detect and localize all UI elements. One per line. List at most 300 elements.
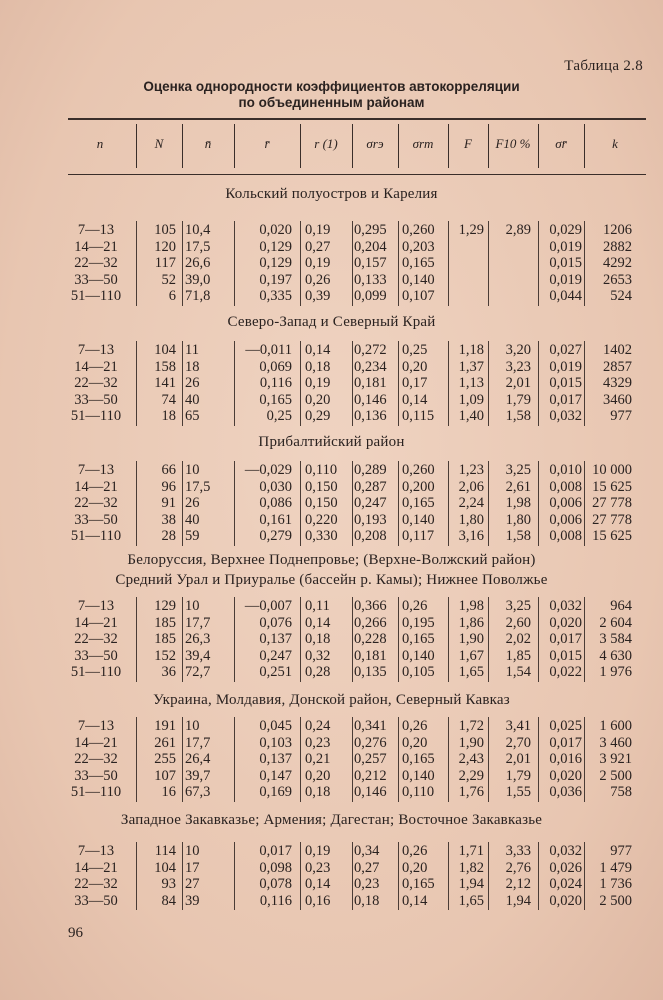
column-divider <box>136 842 137 910</box>
cell-n-mean: 10 <box>185 462 200 478</box>
cell-f10-value: 2,01 <box>505 375 531 391</box>
table-title-line1: Оценка однородности коэффициентов автокорреляции <box>143 79 520 94</box>
cell-n-mean: 17,5 <box>185 238 211 255</box>
cell-r1: 0,21 <box>305 751 331 767</box>
cell-range: 14—21 <box>74 734 118 751</box>
cell-f10-value: 3,20 <box>505 342 531 358</box>
cell-r1: 0,110 <box>305 462 338 478</box>
cell-count: 96 <box>161 478 176 495</box>
cell-sigma-rt: 0,20 <box>402 859 428 876</box>
column-divider <box>448 221 449 306</box>
cell-count: 114 <box>154 843 176 859</box>
cell-count: 185 <box>154 614 176 631</box>
column-divider <box>352 461 353 546</box>
cell-sigma-re: 0,23 <box>354 876 380 892</box>
cell-r-mean: 0,098 <box>259 859 292 876</box>
section-title: Прибалтийский район <box>258 434 405 450</box>
table-row <box>0 288 663 304</box>
cell-range: 22—32 <box>74 375 118 391</box>
cell-r-mean: 0,030 <box>259 478 292 495</box>
table-row <box>0 359 663 375</box>
cell-count: 36 <box>161 664 176 680</box>
cell-n-mean: 17,5 <box>185 478 211 495</box>
cell-k-value: 2 604 <box>599 614 632 631</box>
cell-n-mean: 39,4 <box>185 647 211 664</box>
column-divider <box>448 341 449 426</box>
cell-count: 93 <box>161 876 176 892</box>
cell-k-value: 4292 <box>603 255 632 271</box>
cell-count: 185 <box>154 631 176 647</box>
column-divider <box>398 842 399 910</box>
cell-k-value: 977 <box>610 843 632 859</box>
cell-k-value: 2 500 <box>599 892 632 909</box>
cell-f-value: 2,43 <box>458 751 484 767</box>
cell-f-value: 1,86 <box>458 614 484 631</box>
table-row <box>0 512 663 528</box>
column-divider <box>300 597 301 682</box>
cell-sigma-r-mean: 0,027 <box>549 342 582 358</box>
cell-r-mean: 0,045 <box>259 718 292 734</box>
cell-range: 7—13 <box>77 598 115 614</box>
table-row <box>0 462 663 478</box>
cell-sigma-rt: 0,140 <box>402 647 435 664</box>
section-title: Кольский полуостров и Карелия <box>225 186 438 202</box>
column-divider <box>352 717 353 802</box>
cell-r1: 0,19 <box>305 255 331 271</box>
cell-range: 22—32 <box>74 255 118 271</box>
cell-f10-value: 2,02 <box>505 631 531 647</box>
cell-sigma-re: 0,099 <box>354 288 387 304</box>
cell-range: 7—13 <box>77 342 115 358</box>
cell-range: 22—32 <box>74 631 118 647</box>
cell-n-mean: 18 <box>185 358 200 375</box>
page-number: 96 <box>68 925 83 941</box>
cell-count: 158 <box>154 358 176 375</box>
cell-sigma-r-mean: 0,019 <box>549 271 582 288</box>
cell-count: 74 <box>161 391 176 408</box>
cell-range: 14—21 <box>74 358 118 375</box>
cell-f-value: 1,76 <box>458 784 484 800</box>
column-divider <box>352 221 353 306</box>
column-divider <box>352 842 353 910</box>
cell-range: 33—50 <box>74 271 118 288</box>
cell-n-mean: 17,7 <box>185 734 211 751</box>
cell-sigma-rt: 0,110 <box>402 784 435 800</box>
cell-range: 7—13 <box>77 462 115 478</box>
cell-sigma-r-mean: 0,017 <box>549 391 582 408</box>
cell-sigma-re: 0,366 <box>354 598 387 614</box>
cell-sigma-re: 0,276 <box>354 734 387 751</box>
cell-r1: 0,14 <box>305 876 331 892</box>
column-divider <box>234 341 235 426</box>
cell-range: 51—110 <box>70 784 122 800</box>
cell-f10-value: 2,61 <box>505 478 531 495</box>
cell-f10-value: 3,25 <box>505 462 531 478</box>
cell-f-value: 1,90 <box>458 631 484 647</box>
cell-f-value: 1,29 <box>458 222 484 238</box>
section-title: Украина, Молдавия, Донской район, Северный Кавказ <box>153 692 510 708</box>
cell-count: 107 <box>154 767 176 784</box>
cell-f-value: 1,71 <box>458 843 484 859</box>
cell-k-value: 1 736 <box>599 876 632 892</box>
cell-range: 33—50 <box>74 511 118 528</box>
cell-r1: 0,18 <box>305 358 331 375</box>
cell-f-value: 2,29 <box>458 767 484 784</box>
column-divider <box>538 597 539 682</box>
cell-n-mean: 26,3 <box>185 631 211 647</box>
cell-count: 141 <box>154 375 176 391</box>
cell-sigma-rt: 0,260 <box>402 462 435 478</box>
cell-sigma-r-mean: 0,017 <box>549 734 582 751</box>
cell-range: 33—50 <box>74 767 118 784</box>
cell-sigma-re: 0,34 <box>354 843 380 859</box>
cell-sigma-rt: 0,165 <box>402 876 435 892</box>
cell-f10-value: 1,80 <box>505 511 531 528</box>
cell-sigma-re: 0,212 <box>354 767 387 784</box>
cell-r1: 0,28 <box>305 664 331 680</box>
column-divider <box>448 597 449 682</box>
cell-sigma-re: 0,257 <box>354 751 387 767</box>
cell-sigma-re: 0,27 <box>354 859 380 876</box>
cell-k-value: 3 921 <box>599 751 632 767</box>
cell-f-value: 3,16 <box>458 528 484 544</box>
cell-n-mean: 17 <box>185 859 200 876</box>
cell-r1: 0,32 <box>305 647 331 664</box>
cell-k-value: 524 <box>610 288 632 304</box>
column-divider <box>234 461 235 546</box>
cell-f-value: 1,09 <box>458 391 484 408</box>
cell-f-value: 1,98 <box>458 598 484 614</box>
section-title: Северо-Запад и Северный Край <box>227 314 436 330</box>
cell-r1: 0,24 <box>305 718 331 734</box>
cell-r1: 0,150 <box>305 495 338 511</box>
cell-f10-value: 1,54 <box>505 664 531 680</box>
column-divider <box>234 842 235 910</box>
cell-sigma-re: 0,146 <box>354 391 387 408</box>
cell-n-mean: 10 <box>185 598 200 614</box>
cell-f10-value: 3,25 <box>505 598 531 614</box>
cell-range: 14—21 <box>74 859 118 876</box>
cell-k-value: 3 460 <box>599 734 632 751</box>
cell-range: 22—32 <box>74 876 118 892</box>
cell-r-mean: 0,137 <box>259 751 292 767</box>
cell-f10-value: 3,41 <box>505 718 531 734</box>
cell-f-value: 1,23 <box>458 462 484 478</box>
table-row <box>0 528 663 544</box>
cell-sigma-re: 0,18 <box>354 892 380 909</box>
cell-sigma-rt: 0,107 <box>402 288 435 304</box>
column-divider <box>136 341 137 426</box>
cell-sigma-r-mean: 0,017 <box>549 631 582 647</box>
cell-n-mean: 17,7 <box>185 614 211 631</box>
column-divider <box>448 461 449 546</box>
cell-sigma-rt: 0,20 <box>402 358 428 375</box>
cell-r-mean: 0,169 <box>259 784 292 800</box>
column-divider <box>538 221 539 306</box>
cell-n-mean: 10 <box>185 718 200 734</box>
cell-r-mean: 0,103 <box>259 734 292 751</box>
cell-sigma-r-mean: 0,020 <box>549 767 582 784</box>
cell-r-mean: 0,086 <box>259 495 292 511</box>
cell-sigma-re: 0,181 <box>354 647 387 664</box>
cell-sigma-rt: 0,140 <box>402 767 435 784</box>
cell-count: 104 <box>154 342 176 358</box>
table-row <box>0 768 663 784</box>
cell-k-value: 1 479 <box>599 859 632 876</box>
cell-sigma-rt: 0,117 <box>402 528 435 544</box>
column-divider <box>584 221 585 306</box>
cell-sigma-re: 0,204 <box>354 238 387 255</box>
cell-r1: 0,19 <box>305 375 331 391</box>
header-sigma-r-mean: σr̄ <box>555 136 567 151</box>
cell-r-mean: 0,197 <box>259 271 292 288</box>
cell-n-mean: 40 <box>185 391 200 408</box>
column-divider <box>584 842 585 910</box>
cell-sigma-r-mean: 0,032 <box>549 598 582 614</box>
cell-f-value: 2,24 <box>458 495 484 511</box>
cell-k-value: 10 000 <box>592 462 632 478</box>
cell-n-mean: 10 <box>185 843 200 859</box>
header-N: N <box>154 136 164 151</box>
table-row <box>0 664 663 680</box>
cell-f10-value: 2,12 <box>505 876 531 892</box>
cell-f10-value: 1,55 <box>505 784 531 800</box>
cell-sigma-re: 0,193 <box>354 511 387 528</box>
cell-k-value: 4329 <box>603 375 632 391</box>
cell-f10-value: 3,23 <box>505 358 531 375</box>
cell-sigma-re: 0,208 <box>354 528 387 544</box>
cell-f10-value: 1,58 <box>505 408 531 424</box>
cell-sigma-rt: 0,26 <box>402 598 428 614</box>
column-divider <box>488 597 489 682</box>
cell-f-value: 1,37 <box>458 358 484 375</box>
cell-sigma-rt: 0,165 <box>402 751 435 767</box>
cell-sigma-rt: 0,195 <box>402 614 435 631</box>
cell-r-mean: 0,078 <box>259 876 292 892</box>
cell-range: 51—110 <box>70 664 122 680</box>
cell-k-value: 2882 <box>603 238 632 255</box>
cell-n-mean: 40 <box>185 511 200 528</box>
cell-r-mean: 0,335 <box>259 288 292 304</box>
cell-n-mean: 39,0 <box>185 271 211 288</box>
header-sigma-rt: σrт <box>412 136 434 151</box>
cell-sigma-r-mean: 0,006 <box>549 511 582 528</box>
cell-k-value: 1402 <box>603 342 632 358</box>
cell-sigma-rt: 0,105 <box>402 664 435 680</box>
cell-f-value: 1,65 <box>458 664 484 680</box>
column-divider <box>488 341 489 426</box>
cell-r1: 0,29 <box>305 408 331 424</box>
cell-sigma-re: 0,272 <box>354 342 387 358</box>
column-divider <box>136 717 137 802</box>
column-divider <box>300 842 301 910</box>
table-row <box>0 479 663 495</box>
cell-k-value: 1 600 <box>599 718 632 734</box>
cell-r1: 0,19 <box>305 222 331 238</box>
cell-f10-value: 1,85 <box>505 647 531 664</box>
table-row <box>0 843 663 859</box>
cell-sigma-rt: 0,14 <box>402 892 428 909</box>
cell-sigma-rt: 0,165 <box>402 495 435 511</box>
cell-sigma-r-mean: 0,032 <box>549 408 582 424</box>
column-divider <box>182 842 183 910</box>
cell-count: 255 <box>154 751 176 767</box>
cell-sigma-rt: 0,165 <box>402 255 435 271</box>
cell-r1: 0,39 <box>305 288 331 304</box>
column-divider <box>136 597 137 682</box>
column-divider <box>182 221 183 306</box>
cell-f-value: 1,82 <box>458 859 484 876</box>
cell-count: 120 <box>154 238 176 255</box>
table-row <box>0 648 663 664</box>
column-divider <box>448 842 449 910</box>
cell-sigma-r-mean: 0,010 <box>549 462 582 478</box>
table-row <box>0 239 663 255</box>
cell-n-mean: 26 <box>185 375 200 391</box>
cell-f10-value: 3,33 <box>505 843 531 859</box>
column-divider <box>538 717 539 802</box>
cell-f-value: 1,13 <box>458 375 484 391</box>
cell-range: 51—110 <box>70 528 122 544</box>
cell-sigma-re: 0,133 <box>354 271 387 288</box>
table-row <box>0 876 663 892</box>
cell-r1: 0,14 <box>305 614 331 631</box>
column-divider <box>448 717 449 802</box>
cell-n-mean: 59 <box>185 528 200 544</box>
cell-sigma-r-mean: 0,026 <box>549 859 582 876</box>
cell-range: 33—50 <box>74 647 118 664</box>
header-F: F <box>464 136 472 151</box>
cell-n-mean: 72,7 <box>185 664 211 680</box>
cell-r-mean: 0,076 <box>259 614 292 631</box>
table-row <box>0 784 663 800</box>
cell-k-value: 758 <box>610 784 632 800</box>
cell-count: 117 <box>154 255 176 271</box>
header-r-mean: r̄ <box>264 136 270 151</box>
cell-range: 7—13 <box>77 718 115 734</box>
table-title-line2: по объединенным районам <box>238 95 425 110</box>
cell-n-mean: 67,3 <box>185 784 211 800</box>
column-divider <box>398 221 399 306</box>
cell-r-mean: 0,247 <box>259 647 292 664</box>
cell-sigma-r-mean: 0,015 <box>549 647 582 664</box>
cell-r-mean: 0,017 <box>259 843 292 859</box>
cell-sigma-r-mean: 0,019 <box>549 238 582 255</box>
cell-r1: 0,20 <box>305 767 331 784</box>
table-row <box>0 718 663 734</box>
cell-sigma-re: 0,247 <box>354 495 387 511</box>
cell-range: 22—32 <box>74 751 118 767</box>
cell-sigma-r-mean: 0,025 <box>549 718 582 734</box>
cell-k-value: 2857 <box>603 358 632 375</box>
column-divider <box>300 221 301 306</box>
cell-n-mean: 27 <box>185 876 200 892</box>
column-divider <box>300 461 301 546</box>
column-divider <box>234 717 235 802</box>
cell-sigma-rt: 0,140 <box>402 511 435 528</box>
column-divider <box>488 221 489 306</box>
cell-r1: 0,16 <box>305 892 331 909</box>
table-row <box>0 860 663 876</box>
table-row <box>0 272 663 288</box>
cell-sigma-rt: 0,20 <box>402 734 428 751</box>
column-divider <box>234 597 235 682</box>
cell-range: 33—50 <box>74 892 118 909</box>
cell-r-mean: 0,116 <box>259 892 292 909</box>
cell-range: 51—110 <box>70 288 122 304</box>
cell-sigma-r-mean: 0,015 <box>549 255 582 271</box>
cell-n-mean: 39,7 <box>185 767 211 784</box>
cell-r1: 0,11 <box>305 598 330 614</box>
cell-r1: 0,26 <box>305 271 331 288</box>
cell-r-mean: 0,25 <box>266 408 292 424</box>
table-row <box>0 735 663 751</box>
column-divider <box>234 221 235 306</box>
cell-n-mean: 65 <box>185 408 200 424</box>
header-n-mean: n̄ <box>204 136 212 151</box>
header-k: k <box>612 136 618 151</box>
column-divider <box>182 717 183 802</box>
header-r1: r (1) <box>314 136 338 151</box>
cell-r-mean: 0,279 <box>259 528 292 544</box>
table-row <box>0 598 663 614</box>
column-divider <box>538 341 539 426</box>
cell-count: 18 <box>161 408 176 424</box>
cell-k-value: 964 <box>610 598 632 614</box>
cell-r-mean: 0,251 <box>259 664 292 680</box>
cell-sigma-r-mean: 0,029 <box>549 222 582 238</box>
cell-r-mean: 0,161 <box>259 511 292 528</box>
column-divider <box>300 717 301 802</box>
column-divider <box>300 341 301 426</box>
column-divider <box>584 717 585 802</box>
header-F10: F10 % <box>495 136 531 151</box>
cell-sigma-r-mean: 0,036 <box>549 784 582 800</box>
cell-f-value: 1,94 <box>458 876 484 892</box>
cell-count: 28 <box>161 528 176 544</box>
section-title: Западное Закавказье; Армения; Дагестан; Восточное Закавказье <box>120 812 543 828</box>
cell-k-value: 15 625 <box>592 478 632 495</box>
cell-count: 38 <box>161 511 176 528</box>
column-divider <box>488 461 489 546</box>
cell-f-value: 1,40 <box>458 408 484 424</box>
section-title: Белоруссия, Верхнее Поднепровье; (Верхне-Волжский район) <box>127 552 536 568</box>
cell-r-mean: 0,165 <box>259 391 292 408</box>
table-row <box>0 392 663 408</box>
cell-n-mean: 39 <box>185 892 200 909</box>
table-row <box>0 222 663 238</box>
cell-sigma-r-mean: 0,020 <box>549 614 582 631</box>
header-sigma-re: σrэ <box>366 136 384 151</box>
cell-f-value: 1,80 <box>458 511 484 528</box>
column-divider <box>398 461 399 546</box>
cell-sigma-r-mean: 0,044 <box>549 288 582 304</box>
cell-count: 152 <box>154 647 176 664</box>
cell-k-value: 1206 <box>603 222 632 238</box>
cell-r-mean: —0,007 <box>244 598 292 614</box>
cell-count: 91 <box>161 495 176 511</box>
cell-f10-value: 1,79 <box>505 767 531 784</box>
cell-n-mean: 71,8 <box>185 288 211 304</box>
cell-r1: 0,18 <box>305 631 331 647</box>
header-top-rule <box>68 118 646 120</box>
section-title-line2: Средний Урал и Приуралье (бассейн р. Камы); Нижнее Поволжье <box>115 572 548 588</box>
cell-r-mean: 0,069 <box>259 358 292 375</box>
cell-sigma-rt: 0,115 <box>402 408 435 424</box>
cell-f-value: 2,06 <box>458 478 484 495</box>
column-divider <box>182 341 183 426</box>
cell-r-mean: 0,129 <box>259 255 292 271</box>
